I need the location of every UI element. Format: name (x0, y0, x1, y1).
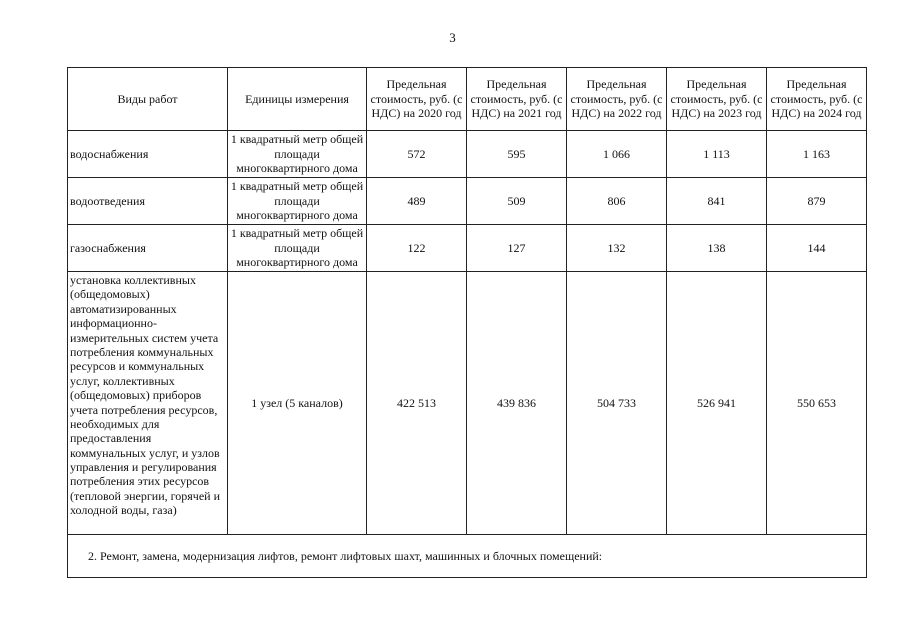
header-cost-2024: Предельная стоимость, руб. (с НДС) на 2024 год (767, 68, 867, 131)
work-type-cell: водоотведения (68, 178, 228, 225)
table-header-row (68, 68, 867, 131)
header-unit: Единицы измерения (228, 68, 367, 131)
table-row (68, 178, 867, 225)
cost-cell-2021: 127 (467, 225, 567, 272)
header-cost-2023: Предельная стоимость, руб. (с НДС) на 2023 год (667, 68, 767, 131)
cost-cell-2022: 1 066 (567, 131, 667, 178)
header-cost-2022: Предельная стоимость, руб. (с НДС) на 2022 год (567, 68, 667, 131)
unit-cell: 1 узел (5 каналов) (228, 272, 367, 535)
cost-cell-2023: 138 (667, 225, 767, 272)
cost-table (67, 67, 867, 578)
header-cost-2020: Предельная стоимость, руб. (с НДС) на 2020 год (367, 68, 467, 131)
cost-cell-2022: 504 733 (567, 272, 667, 535)
cost-cell-2020: 489 (367, 178, 467, 225)
unit-cell: 1 квадратный метр общей площади многоквартирного дома (228, 225, 367, 272)
cost-cell-2021: 439 836 (467, 272, 567, 535)
cost-cell-2021: 595 (467, 131, 567, 178)
cost-cell-2024: 879 (767, 178, 867, 225)
work-type-cell: установка коллективных (общедомовых) автоматизированных информационно-измерительных систем учета потребления коммунальных ресурсов и коммунальных услуг, коллективных (общедомовых) приборов учета потребления ресурсов, необходимых для предоставления коммунальных услуг, и узлов управления и регулирования потребления этих ресурсов (тепловой энергии, горячей и холодной воды, газа) (68, 272, 228, 535)
cost-cell-2023: 1 113 (667, 131, 767, 178)
table-row (68, 131, 867, 178)
section-heading: 2. Ремонт, замена, модернизация лифтов, ремонт лифтовых шахт, машинных и блочных помещений: (68, 535, 867, 578)
table-row (68, 272, 867, 535)
section-row (68, 535, 867, 578)
cost-cell-2020: 122 (367, 225, 467, 272)
cost-cell-2023: 526 941 (667, 272, 767, 535)
cost-cell-2022: 132 (567, 225, 667, 272)
work-type-cell: водоснабжения (68, 131, 228, 178)
cost-cell-2020: 422 513 (367, 272, 467, 535)
header-work-type: Виды работ (68, 68, 228, 131)
header-cost-2021: Предельная стоимость, руб. (с НДС) на 2021 год (467, 68, 567, 131)
unit-cell: 1 квадратный метр общей площади многоквартирного дома (228, 178, 367, 225)
cost-cell-2024: 1 163 (767, 131, 867, 178)
page-number: 3 (449, 30, 456, 45)
table-row (68, 225, 867, 272)
cost-cell-2023: 841 (667, 178, 767, 225)
cost-cell-2022: 806 (567, 178, 667, 225)
cost-cell-2020: 572 (367, 131, 467, 178)
cost-cell-2024: 144 (767, 225, 867, 272)
unit-cell: 1 квадратный метр общей площади многоквартирного дома (228, 131, 367, 178)
cost-cell-2021: 509 (467, 178, 567, 225)
cost-cell-2024: 550 653 (767, 272, 867, 535)
work-type-cell: газоснабжения (68, 225, 228, 272)
